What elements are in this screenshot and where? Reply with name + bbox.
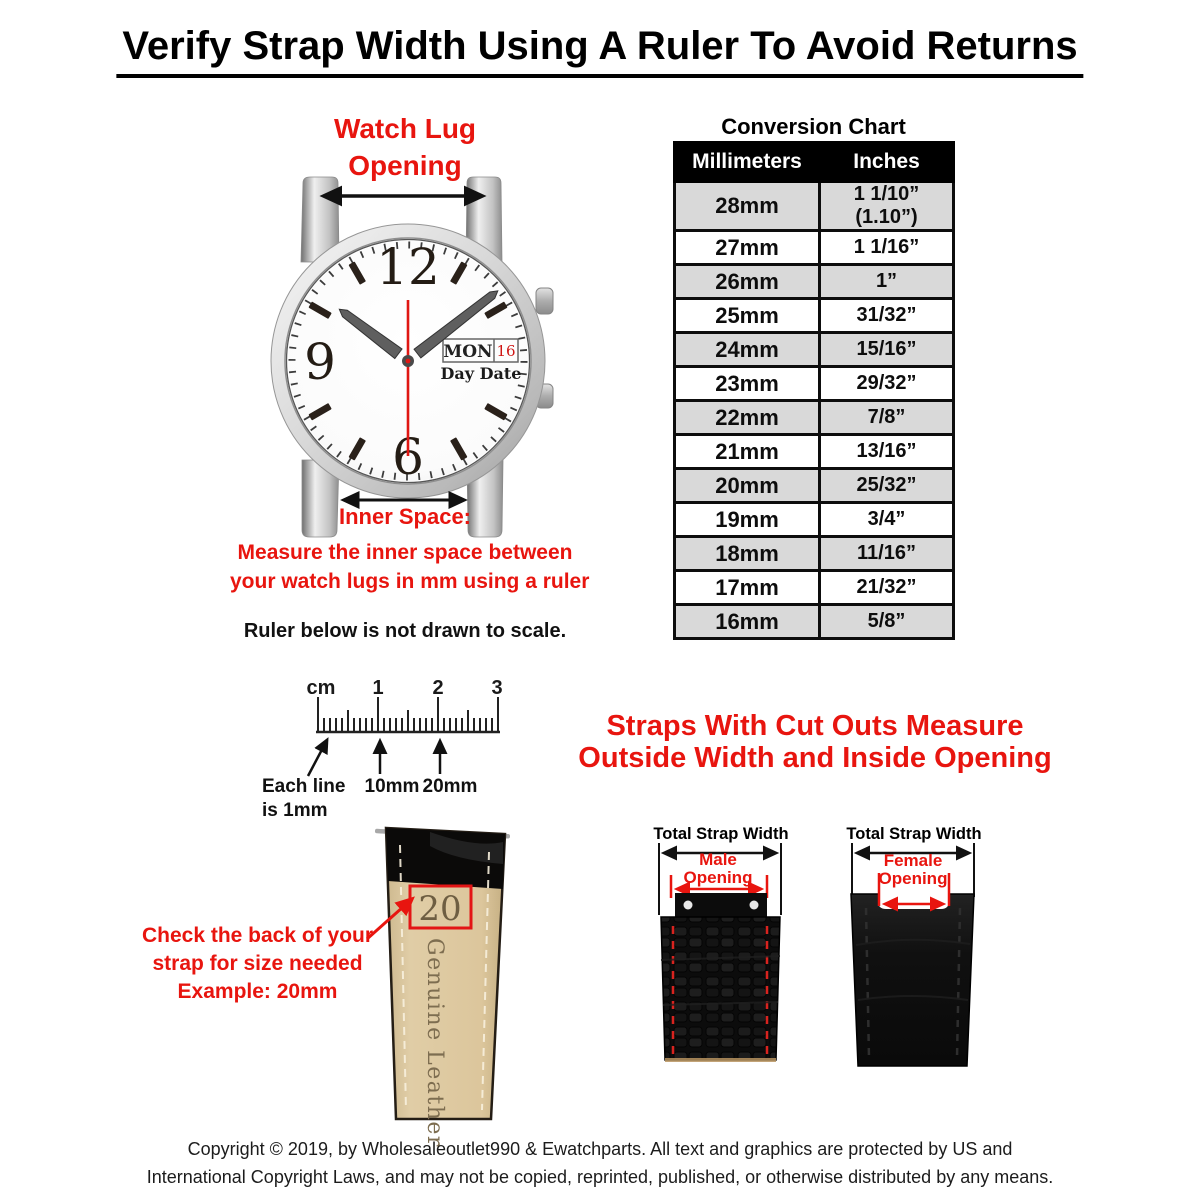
ruler-illustration <box>307 677 503 776</box>
cutout-heading-line1: Straps With Cut Outs Measure <box>606 710 1024 742</box>
back-strap-note-line3: Example: 20mm <box>177 980 338 1003</box>
copyright-line2: International Copyright Laws, and may not be copied, reprinted, published, or otherwise distributed by any means. <box>146 1167 1054 1187</box>
back-strap-illustration <box>367 828 510 1148</box>
ruler-tick-label-1: 1 <box>372 677 384 699</box>
inch-cell: 29/32” <box>820 367 954 401</box>
watch-lug-opening-label-line2: Opening <box>348 150 462 181</box>
table-row <box>675 401 954 435</box>
male-opening-label-line2: Opening <box>683 868 753 887</box>
ruler-tick-label-3: 3 <box>491 677 503 699</box>
mm-cell: 27mm <box>675 231 820 265</box>
female-opening-label-line1: Female <box>883 851 943 870</box>
each-line-label-line1: Each line <box>262 776 346 797</box>
day-text: MON <box>443 342 493 362</box>
dial-numeral-12: 12 <box>376 238 440 296</box>
inch-cell: 25/32” <box>820 469 954 503</box>
table-row <box>675 333 954 367</box>
mm-cell: 22mm <box>675 401 820 435</box>
inch-cell: 11/16” <box>820 537 954 571</box>
ruler-10mm-label: 10mm <box>364 776 420 797</box>
table-row <box>675 182 954 231</box>
ruler-20mm-label: 20mm <box>422 776 478 797</box>
measure-note-line1: Measure the inner space between <box>237 541 573 564</box>
measure-note-line2: your watch lugs in mm using a ruler <box>230 570 590 593</box>
watch-illustration <box>271 177 553 537</box>
male-total-strap-width-label: Total Strap Width <box>653 825 789 843</box>
column-header-inches: Inches <box>820 143 954 182</box>
mm-cell: 17mm <box>675 571 820 605</box>
day-date-caption: Day Date <box>440 364 522 383</box>
cutout-heading-line2: Outside Width and Inside Opening <box>578 742 1052 774</box>
conversion-chart-table <box>673 141 955 640</box>
mm-cell: 20mm <box>675 469 820 503</box>
mm-cell: 26mm <box>675 265 820 299</box>
inch-cell: 13/16” <box>820 435 954 469</box>
copyright-line1: Copyright © 2019, by Wholesaleoutlet990 & Ewatchparts. All text and graphics are protected by US and <box>187 1139 1013 1159</box>
table-row <box>675 265 954 299</box>
inch-cell: 15/16” <box>820 333 954 367</box>
size-stamp-text: 20 <box>418 889 462 929</box>
table-row <box>675 571 954 605</box>
mm-cell: 25mm <box>675 299 820 333</box>
day-date-window <box>441 339 522 383</box>
back-strap-note-line2: strap for size needed <box>152 952 363 975</box>
inch-cell: 5/8” <box>820 605 954 639</box>
mm-cell: 28mm <box>675 182 820 231</box>
column-header-millimeters: Millimeters <box>675 143 820 182</box>
each-line-arrow <box>308 740 327 776</box>
table-row <box>675 435 954 469</box>
ruler-unit-label: cm <box>306 677 336 699</box>
back-strap-note-line1: Check the back of your <box>141 924 374 947</box>
table-row <box>675 231 954 265</box>
conversion-chart-title: Conversion Chart <box>721 114 906 139</box>
mm-cell: 23mm <box>675 367 820 401</box>
material-text: Genuine Leather <box>422 938 447 1148</box>
dial-numeral-9: 9 <box>304 333 336 391</box>
watch-lug-opening-label-line1: Watch Lug <box>333 113 477 144</box>
table-header-row <box>675 143 954 182</box>
inch-cell: 1 1/16” <box>820 231 954 265</box>
page-title: Verify Strap Width Using A Ruler To Avoid Returns <box>116 24 1083 78</box>
inner-space-label: Inner Space: <box>338 504 472 529</box>
inch-cell: 31/32” <box>820 299 954 333</box>
inch-cell: 21/32” <box>820 571 954 605</box>
table-row <box>675 503 954 537</box>
inch-cell: 3/4” <box>820 503 954 537</box>
inch-cell: 7/8” <box>820 401 954 435</box>
ruler-tick-label-2: 2 <box>432 677 444 699</box>
inch-cell: 1” <box>820 265 954 299</box>
table-row <box>675 367 954 401</box>
mm-cell: 18mm <box>675 537 820 571</box>
male-opening-label-line1: Male <box>699 850 737 869</box>
dial-numeral-6: 6 <box>392 428 424 486</box>
female-opening-label-line2: Opening <box>878 869 948 888</box>
table-row <box>675 605 954 639</box>
ruler-scale-note: Ruler below is not drawn to scale. <box>243 620 567 642</box>
mm-cell: 16mm <box>675 605 820 639</box>
mm-cell: 24mm <box>675 333 820 367</box>
each-line-label-line2: is 1mm <box>262 800 328 821</box>
mm-cell: 21mm <box>675 435 820 469</box>
date-text: 16 <box>496 342 516 360</box>
table-row <box>675 469 954 503</box>
mm-cell: 19mm <box>675 503 820 537</box>
table-row <box>675 299 954 333</box>
inch-cell: 1 1/10” (1.10”) <box>820 182 954 231</box>
female-total-strap-width-label: Total Strap Width <box>846 825 982 843</box>
watch-crown-upper <box>536 288 553 314</box>
table-row <box>675 537 954 571</box>
